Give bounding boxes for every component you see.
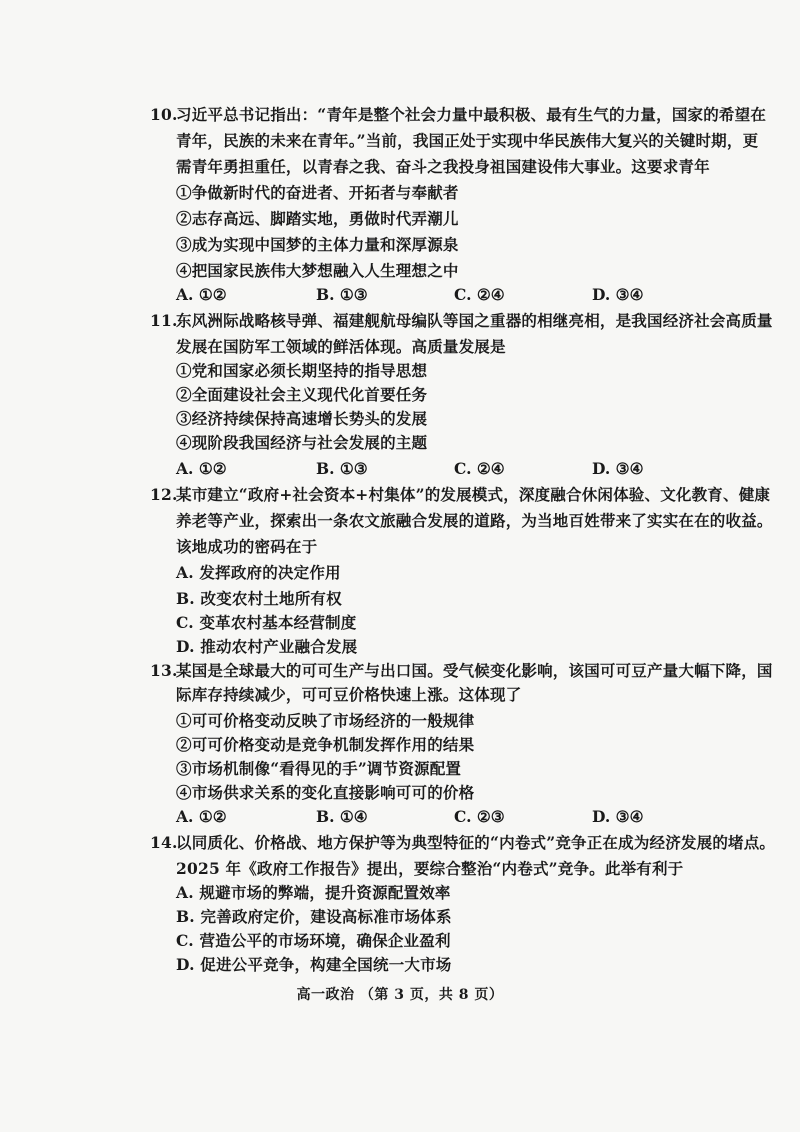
question-13-item-1: ①可可价格变动反映了市场经济的一般规律 xyxy=(176,711,475,730)
question-14-stem-line-1: 14.以同质化、价格战、地方保护等为典型特征的“内卷式”竞争正在成为经济发展的堵点。 xyxy=(150,833,776,852)
question-11-choice-c: C. ②④ xyxy=(454,459,505,478)
question-10-choice-c: C. ②④ xyxy=(454,285,505,304)
question-10-item-2: ②志存高远、脚踏实地，勇做时代弄潮儿 xyxy=(176,209,459,228)
question-13-item-2: ②可可价格变动是竞争机制发挥作用的结果 xyxy=(176,735,475,754)
question-number: 11. xyxy=(150,311,178,330)
question-11-choice-b: B. ①③ xyxy=(316,459,368,478)
question-10-item-3: ③成为实现中国梦的主体力量和深厚源泉 xyxy=(176,235,459,254)
question-number: 14. xyxy=(150,833,178,852)
question-10-stem-line-1: 10.习近平总书记指出：“青年是整个社会力量中最积极、最有生气的力量，国家的希望在 xyxy=(150,105,767,124)
question-13-choice-c: C. ②③ xyxy=(454,807,505,826)
question-13-stem-line-1: 13.某国是全球最大的可可生产与出口国。受气候变化影响，该国可可豆产量大幅下降，国 xyxy=(150,661,773,680)
question-12-stem-line-2: 养老等产业，探索出一条农文旅融合发展的道路，为当地百姓带来了实实在在的收益。 xyxy=(176,511,773,530)
question-11-item-1: ①党和国家必须长期坚持的指导思想 xyxy=(176,361,428,380)
question-10-item-1: ①争做新时代的奋进者、开拓者与奉献者 xyxy=(176,183,459,202)
question-11-choice-a: A. ①② xyxy=(176,459,227,478)
question-12-option-c: C. 变革农村基本经营制度 xyxy=(176,613,357,632)
question-11-item-3: ③经济持续保持高速增长势头的发展 xyxy=(176,409,428,428)
question-number: 10. xyxy=(150,105,178,124)
question-13-choice-d: D. ③④ xyxy=(592,807,644,826)
page-footer: 高一政治 （第 3 页，共 8 页） xyxy=(296,987,504,1003)
question-number: 13. xyxy=(150,661,178,680)
question-11-item-2: ②全面建设社会主义现代化首要任务 xyxy=(176,385,428,404)
question-10-item-4: ④把国家民族伟大梦想融入人生理想之中 xyxy=(176,261,459,280)
question-12-stem-line-3: 该地成功的密码在于 xyxy=(176,537,318,556)
question-10-choice-a: A. ①② xyxy=(176,285,227,304)
question-10-choice-b: B. ①③ xyxy=(316,285,368,304)
question-11-stem-line-2: 发展在国防军工领域的鲜活体现。高质量发展是 xyxy=(176,337,506,356)
question-12-option-d: D. 推动农村产业融合发展 xyxy=(176,637,358,656)
question-14-stem-line-2: 2025 年《政府工作报告》提出，要综合整治“内卷式”竞争。此举有利于 xyxy=(176,859,684,878)
question-11-item-4: ④现阶段我国经济与社会发展的主题 xyxy=(176,433,428,452)
question-13-item-3: ③市场机制像“看得见的手”调节资源配置 xyxy=(176,759,462,778)
question-14-option-b: B. 完善政府定价，建设高标准市场体系 xyxy=(176,907,452,926)
question-11-choice-d: D. ③④ xyxy=(592,459,644,478)
question-14-option-c: C. 营造公平的市场环境，确保企业盈利 xyxy=(176,931,451,950)
question-13-stem-line-2: 际库存持续减少，可可豆价格快速上涨。这体现了 xyxy=(176,685,522,704)
question-number: 12. xyxy=(150,485,178,504)
question-13-item-4: ④市场供求关系的变化直接影响可可的价格 xyxy=(176,783,475,802)
question-12-option-a: A. 发挥政府的决定作用 xyxy=(176,563,341,582)
question-13-choice-a: A. ①② xyxy=(176,807,227,826)
question-14-option-a: A. 规避市场的弊端，提升资源配置效率 xyxy=(176,883,451,902)
question-13-choice-b: B. ①④ xyxy=(316,807,368,826)
question-11-stem-line-1: 11.东风洲际战略核导弹、福建舰航母编队等国之重器的相继亮相，是我国经济社会高质量 xyxy=(150,311,773,330)
question-10-stem-line-3: 需青年勇担重任，以青春之我、奋斗之我投身祖国建设伟大事业。这要求青年 xyxy=(176,157,710,176)
question-10-stem-line-2: 青年，民族的未来在青年。”当前，我国正处于实现中华民族伟大复兴的关键时期，更 xyxy=(176,131,759,150)
question-12-stem-line-1: 12.某市建立“政府+社会资本+村集体”的发展模式，深度融合休闲体验、文化教育、健康 xyxy=(150,485,771,504)
question-14-option-d: D. 促进公平竞争，构建全国统一大市场 xyxy=(176,955,452,974)
question-10-choice-d: D. ③④ xyxy=(592,285,644,304)
question-12-option-b: B. 改变农村土地所有权 xyxy=(176,589,342,608)
